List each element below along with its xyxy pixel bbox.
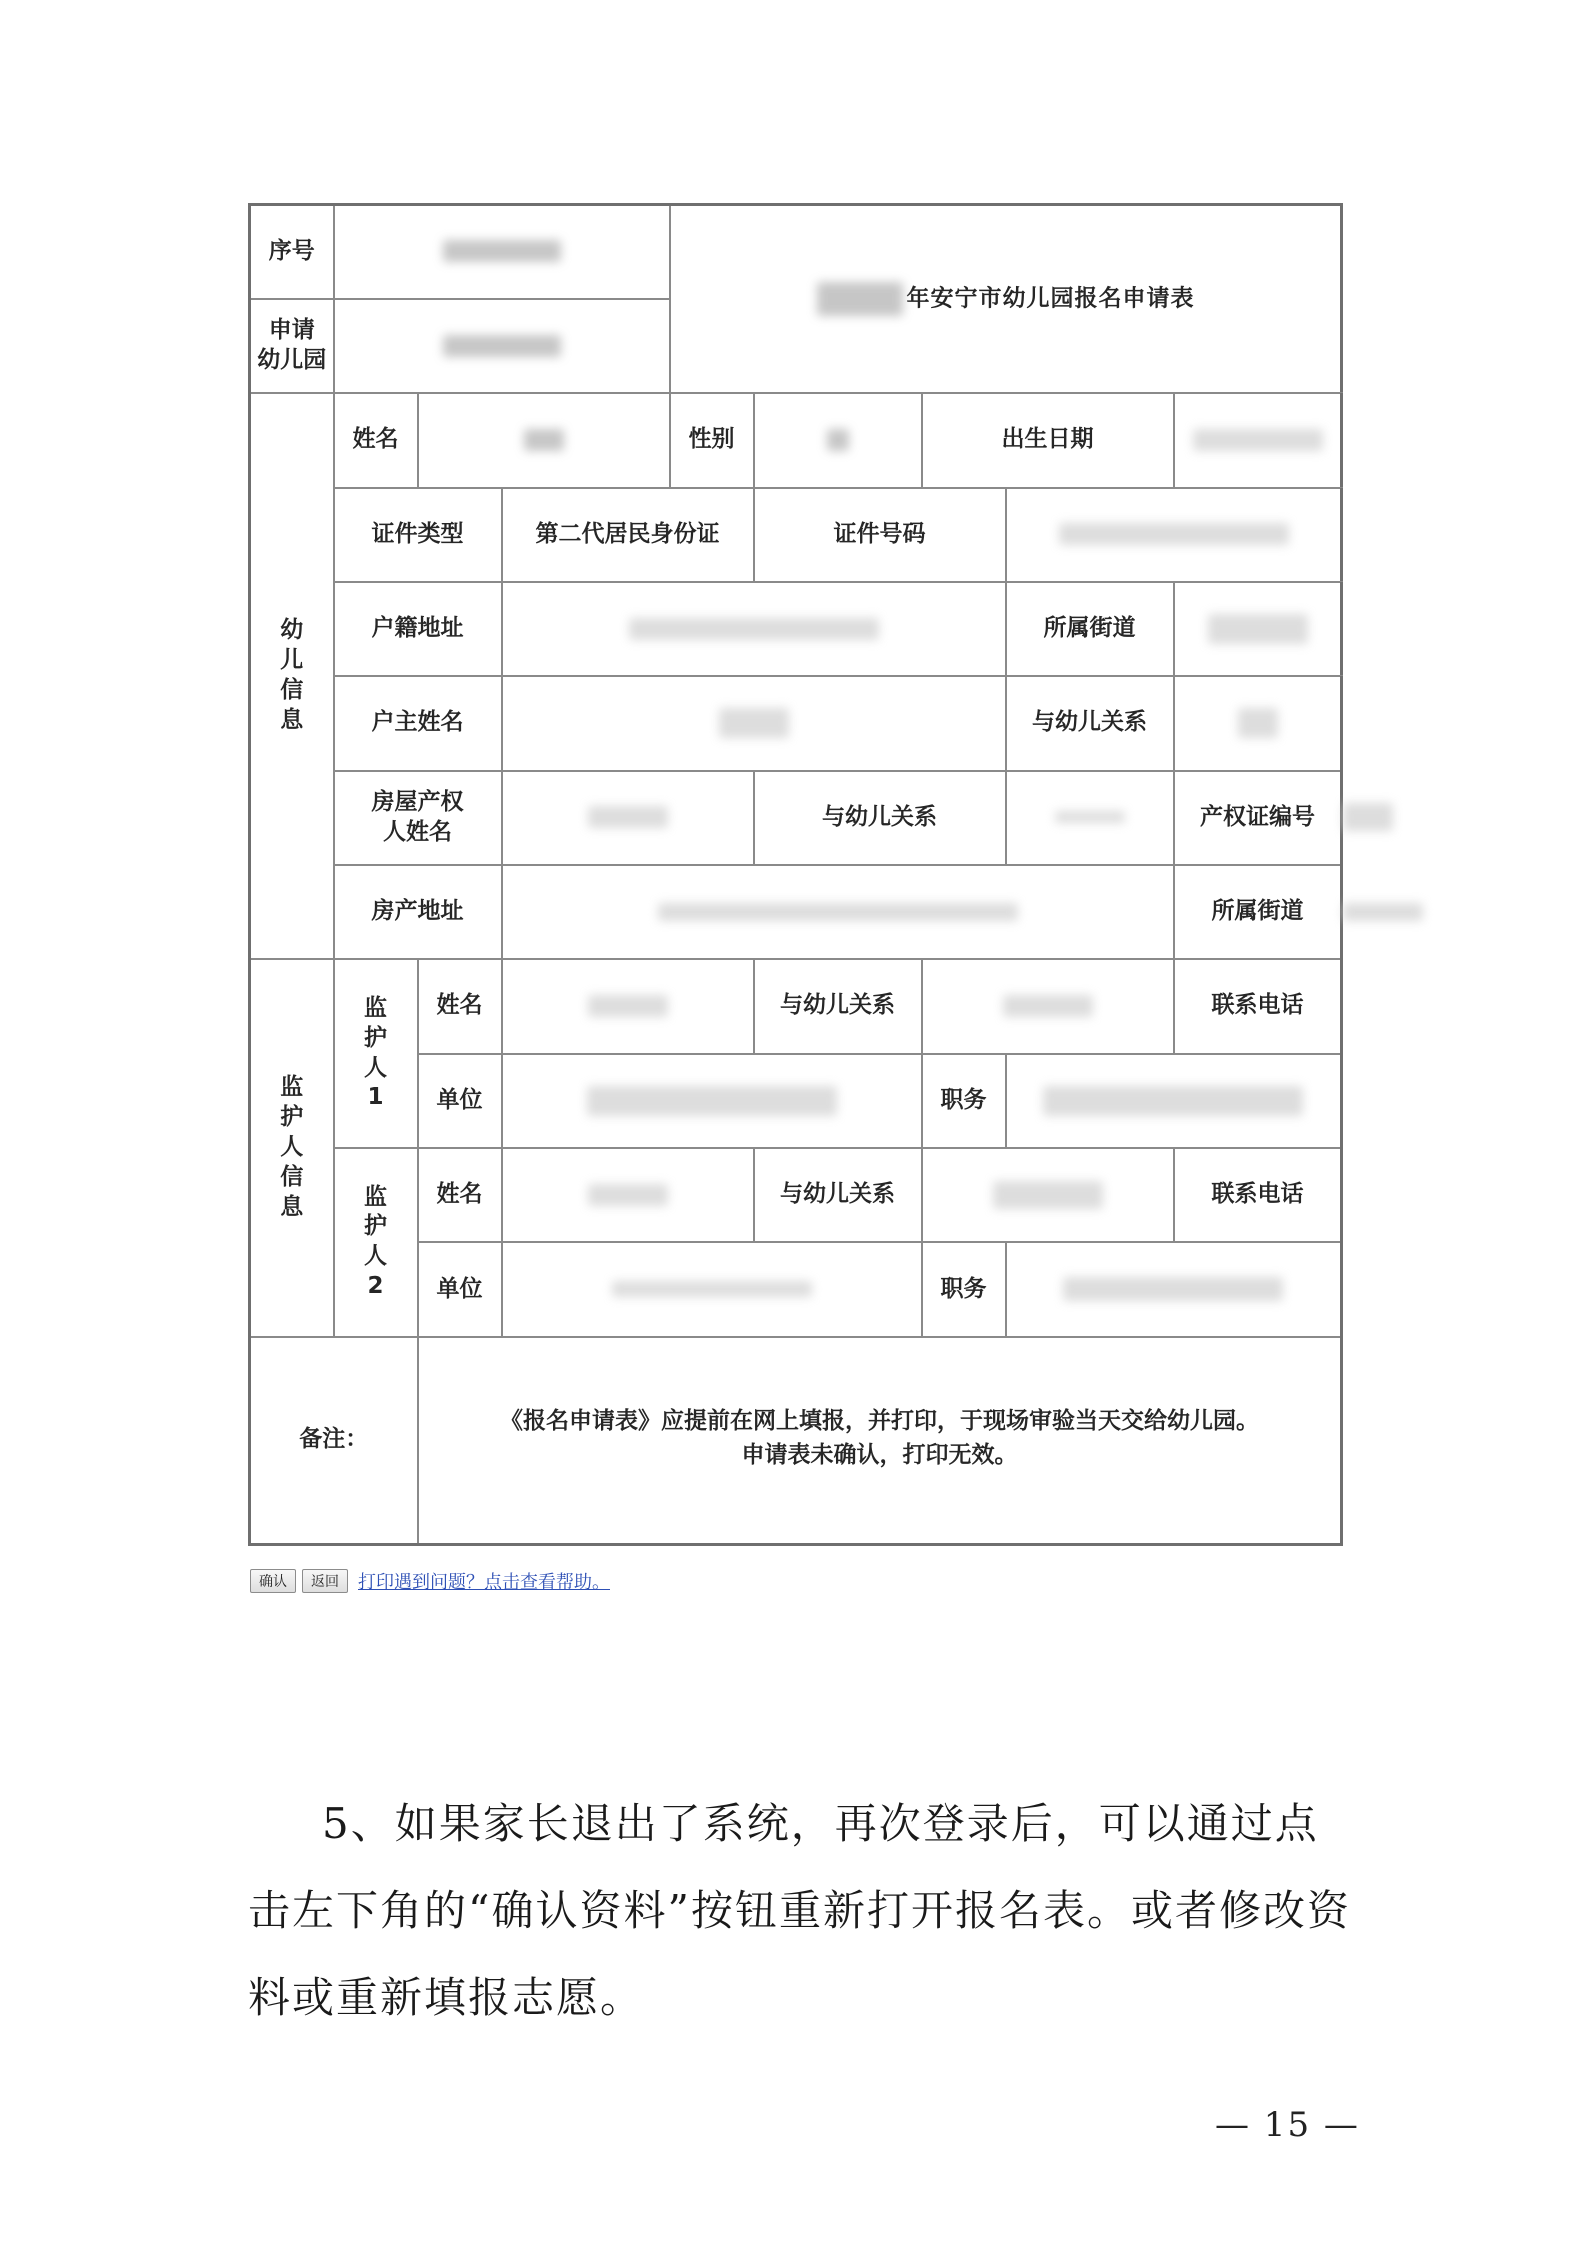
guardian1-name-label: 姓名 <box>418 959 502 1053</box>
guardian2-label: 监 护 人 2 <box>334 1148 418 1337</box>
gender-label: 性别 <box>670 393 754 487</box>
gender-value <box>754 393 922 487</box>
id-number-value <box>1006 488 1342 582</box>
guardian2-phone-label: 联系电话 <box>1174 1148 1342 1242</box>
guardian1-position-label: 职务 <box>922 1054 1006 1148</box>
birthdate-label: 出生日期 <box>922 393 1174 487</box>
guardian1-unit-value <box>502 1054 922 1148</box>
id-number-label: 证件号码 <box>754 488 1006 582</box>
print-help-link[interactable]: 打印遇到问题？点击查看帮助。 <box>358 1572 610 1593</box>
property-address-value <box>502 865 1174 959</box>
registration-form-table <box>248 203 1343 1546</box>
householder-relation-label: 与幼儿关系 <box>1006 676 1174 770</box>
householder-relation-value <box>1174 676 1342 770</box>
name-label: 姓名 <box>334 393 418 487</box>
owner-name-label: 房屋产权 人姓名 <box>334 771 502 865</box>
hukou-address-value <box>502 582 1006 676</box>
guardian2-position-value <box>1006 1242 1342 1336</box>
guardian1-relation-label: 与幼儿关系 <box>754 959 922 1053</box>
instruction-paragraph <box>248 1780 1360 2041</box>
owner-relation-value <box>1006 771 1174 865</box>
id-type-value: 第二代居民身份证 <box>502 488 754 582</box>
householder-value <box>502 676 1006 770</box>
guardian2-position-label: 职务 <box>922 1242 1006 1336</box>
instruction-text: 5、如果家长退出了系统，再次登录后，可以通过点击左下角的“确认资料”按钮重新打开报名表。或者修改资料或重新填报志愿。 <box>248 1799 1351 2022</box>
form-title-text: 年安宁市幼儿园报名申请表 <box>906 285 1195 312</box>
guardian2-name-value <box>502 1148 754 1242</box>
remarks-note-2: 申请表未确认，打印无效。 <box>741 1441 1018 1468</box>
confirm-button[interactable]: 确认 <box>250 1569 296 1593</box>
guardian1-phone-label: 联系电话 <box>1174 959 1342 1053</box>
street-value <box>1174 582 1342 676</box>
guardian1-relation-value <box>922 959 1174 1053</box>
remarks-content <box>418 1337 1342 1545</box>
back-button[interactable]: 返回 <box>302 1569 348 1593</box>
property-street-label: 所属街道 <box>1174 865 1342 959</box>
owner-name-value <box>502 771 754 865</box>
apply-kindergarten-value <box>334 299 670 393</box>
action-bar <box>250 1568 610 1594</box>
property-address-label: 房产地址 <box>334 865 502 959</box>
remarks-label: 备注： <box>250 1337 418 1545</box>
child-info-label: 幼 儿 信 息 <box>250 393 334 959</box>
birthdate-value <box>1174 393 1342 487</box>
child-name-value <box>418 393 670 487</box>
householder-label: 户主姓名 <box>334 676 502 770</box>
guardian2-unit-label: 单位 <box>418 1242 502 1336</box>
remarks-note-1: 《报名申请表》应提前在网上填报，并打印，于现场审验当天交给幼儿园。 <box>500 1407 1259 1434</box>
guardian2-name-label: 姓名 <box>418 1148 502 1242</box>
seq-label: 序号 <box>250 205 334 299</box>
guardian1-position-value <box>1006 1054 1342 1148</box>
guardian1-unit-label: 单位 <box>418 1054 502 1148</box>
hukou-address-label: 户籍地址 <box>334 582 502 676</box>
street-label: 所属街道 <box>1006 582 1174 676</box>
cert-number-label: 产权证编号 <box>1174 771 1342 865</box>
guardian-info-label: 监 护 人 信 息 <box>250 959 334 1336</box>
guardian2-unit-value <box>502 1242 922 1336</box>
guardian2-relation-value <box>922 1148 1174 1242</box>
page-number: — 15 — <box>1215 2105 1360 2145</box>
guardian2-relation-label: 与幼儿关系 <box>754 1148 922 1242</box>
owner-relation-label: 与幼儿关系 <box>754 771 1006 865</box>
apply-kindergarten-label: 申请 幼儿园 <box>250 299 334 393</box>
seq-value <box>334 205 670 299</box>
guardian1-label: 监 护 人 1 <box>334 959 418 1148</box>
id-type-label: 证件类型 <box>334 488 502 582</box>
guardian1-name-value <box>502 959 754 1053</box>
form-title <box>670 205 1342 394</box>
